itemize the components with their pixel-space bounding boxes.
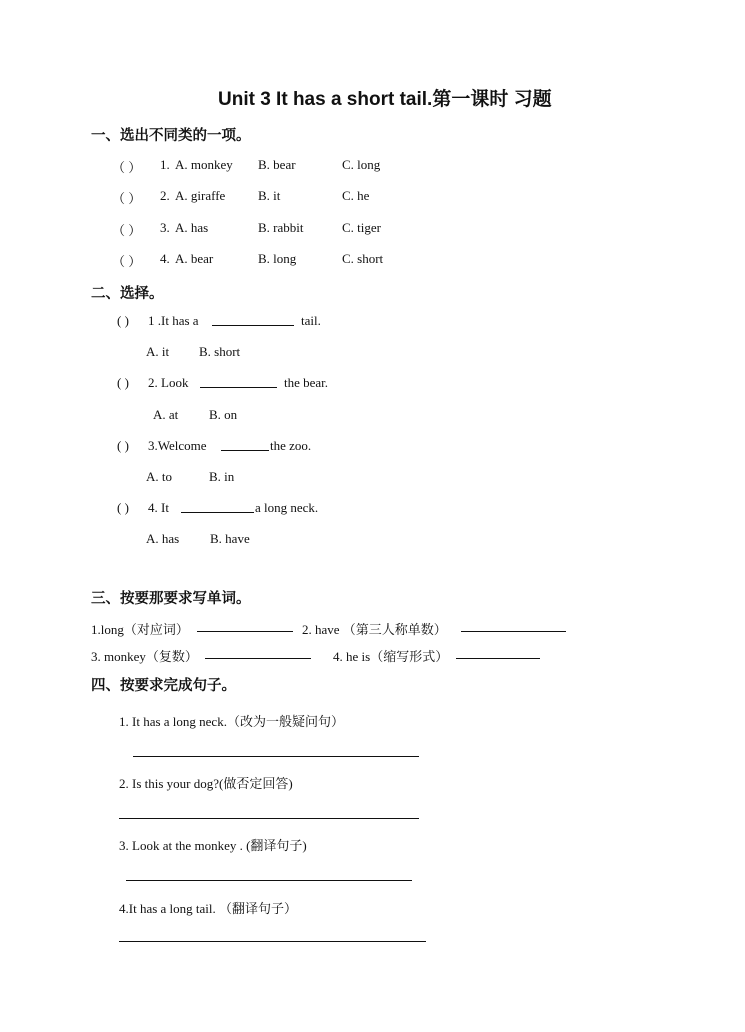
option-c: C. long bbox=[342, 157, 381, 172]
sentence-task-label: 3. Look at the monkey . (翻译句子) bbox=[119, 838, 307, 853]
answer-paren[interactable]: （ ） bbox=[112, 254, 142, 269]
option-b: B. on bbox=[209, 407, 238, 422]
question-text-before: 3.Welcome bbox=[148, 438, 207, 453]
option-b: B. in bbox=[209, 469, 235, 484]
question-number: 1. bbox=[160, 157, 170, 172]
option-a: A. at bbox=[153, 407, 179, 422]
word-task-label: 3. monkey（复数） bbox=[91, 649, 198, 664]
option-b: B. it bbox=[258, 188, 281, 203]
section-1-heading: 一、选出不同类的一项。 bbox=[91, 128, 251, 144]
section-2-heading: 二、选择。 bbox=[91, 286, 164, 302]
answer-paren[interactable]: （ ） bbox=[112, 160, 142, 175]
answer-paren[interactable]: ( ) bbox=[117, 375, 129, 390]
word-task-blank[interactable] bbox=[197, 619, 293, 632]
answer-line[interactable] bbox=[126, 880, 412, 881]
question-number: 3. bbox=[160, 220, 170, 235]
option-a: A. giraffe bbox=[175, 188, 226, 203]
word-task-blank[interactable] bbox=[456, 646, 540, 659]
question-text-after: the zoo. bbox=[270, 438, 312, 453]
option-a: A. has bbox=[146, 531, 180, 546]
option-c: C. tiger bbox=[342, 220, 381, 235]
section-3-heading: 三、按要那要求写单词。 bbox=[91, 591, 251, 607]
sentence-task-label: 4.It has a long tail. （翻译句子） bbox=[119, 901, 298, 916]
answer-line[interactable] bbox=[133, 756, 419, 757]
section-4-heading: 四、按要求完成句子。 bbox=[91, 678, 236, 694]
word-task-blank[interactable] bbox=[461, 619, 566, 632]
question-text-before: 4. It bbox=[148, 500, 169, 515]
option-b: B. long bbox=[258, 251, 297, 266]
fill-blank[interactable] bbox=[221, 438, 269, 451]
answer-paren[interactable]: ( ) bbox=[117, 313, 129, 328]
fill-blank[interactable] bbox=[181, 500, 254, 513]
option-a: A. has bbox=[175, 220, 209, 235]
option-c: C. short bbox=[342, 251, 384, 266]
question-number: 2. bbox=[160, 188, 170, 203]
sentence-task-label: 1. It has a long neck.（改为一般疑问句） bbox=[119, 714, 344, 729]
fill-blank[interactable] bbox=[200, 375, 277, 388]
option-a: A. bear bbox=[175, 251, 214, 266]
option-a: A. it bbox=[146, 344, 170, 359]
answer-paren[interactable]: ( ) bbox=[117, 438, 129, 453]
page-title: Unit 3 It has a short tail.第一课时 习题 bbox=[218, 89, 552, 110]
sentence-task-label: 2. Is this your dog?(做否定回答) bbox=[119, 776, 293, 791]
question-number: 4. bbox=[160, 251, 170, 266]
option-c: C. he bbox=[342, 188, 370, 203]
option-b: B. short bbox=[199, 344, 241, 359]
question-text-before: 1 .It has a bbox=[148, 313, 199, 328]
option-a: A. to bbox=[146, 469, 172, 484]
question-text-after: tail. bbox=[301, 313, 321, 328]
answer-paren[interactable]: （ ） bbox=[112, 223, 142, 238]
word-task-blank[interactable] bbox=[205, 646, 311, 659]
answer-line[interactable] bbox=[119, 818, 419, 819]
question-text-after: a long neck. bbox=[255, 500, 319, 515]
option-b: B. bear bbox=[258, 157, 296, 172]
answer-line[interactable] bbox=[119, 941, 426, 942]
question-text-before: 2. Look bbox=[148, 375, 189, 390]
answer-paren[interactable]: ( ) bbox=[117, 500, 129, 515]
option-b: B. have bbox=[210, 531, 250, 546]
answer-paren[interactable]: （ ） bbox=[112, 191, 142, 206]
fill-blank[interactable] bbox=[212, 313, 294, 326]
option-a: A. monkey bbox=[175, 157, 233, 172]
question-text-after: the bear. bbox=[284, 375, 329, 390]
word-task-label: 1.long（对应词） bbox=[91, 622, 189, 637]
word-task-label: 2. have （第三人称单数） bbox=[302, 622, 447, 637]
option-b: B. rabbit bbox=[258, 220, 304, 235]
word-task-label: 4. he is（缩写形式） bbox=[333, 649, 449, 664]
